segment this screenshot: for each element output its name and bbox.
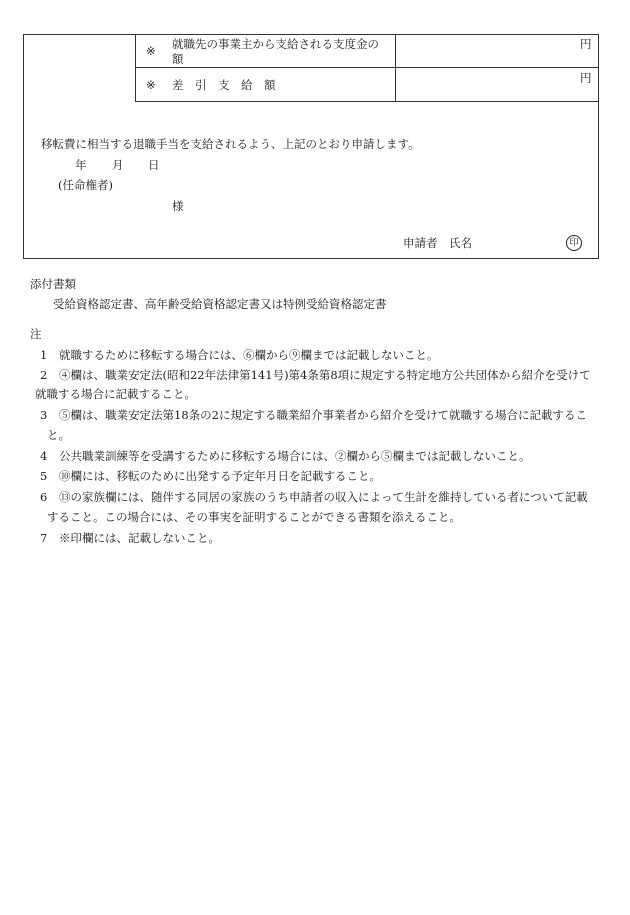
declaration-text: 移転費に相当する退職手当を支給されるよう、上記のとおり申請します。 xyxy=(41,137,420,151)
note-text: ⑬の家族欄には、随伴する同居の家族のうち申請者の収入によって生計を維持している者について記載 xyxy=(59,490,588,504)
attachments-heading: 添付書類 xyxy=(30,277,76,291)
note-text: ⑩欄には、移転のために出発する予定年月日を記載すること。 xyxy=(59,469,381,483)
table-divider-mid xyxy=(395,34,396,102)
note-text-continued: すること。この場合には、その事実を証明することができる書類を添えること。 xyxy=(47,510,461,524)
note-text: 公共職業訓練等を受講するために移転する場合には、②欄から⑤欄までは記載しないこと。 xyxy=(59,449,531,463)
note-text-continued: 就職する場合に記載すること。 xyxy=(35,387,196,401)
attachments-text: 受給資格認定書、高年齢受給資格認定書又は特例受給資格認定書 xyxy=(53,297,387,311)
note-text: 就職するために移転する場合には、⑥欄から⑨欄までは記載しないこと。 xyxy=(59,348,439,362)
authority-label: (任命権者) xyxy=(58,178,113,192)
note-text-continued: と。 xyxy=(47,428,70,442)
note-number: 7 xyxy=(40,531,48,545)
row1-label-line2: 額 xyxy=(172,52,184,66)
note-number: 6 xyxy=(40,490,48,504)
row1-amount-unit: 円 xyxy=(580,37,592,51)
applicant-name-field[interactable] xyxy=(478,233,562,251)
note-text: ⑤欄は、職業安定法第18条の2に規定する職業紹介事業者から紹介を受けて就職する場合に記載するこ xyxy=(59,408,587,422)
seal-icon: 印 xyxy=(566,235,582,251)
table-divider-left xyxy=(135,34,136,102)
notes-heading: 注 xyxy=(30,327,42,341)
note-number: 3 xyxy=(40,408,48,422)
date-year: 年 xyxy=(75,158,87,172)
date-month: 月 xyxy=(112,158,124,172)
note-number: 4 xyxy=(40,449,48,463)
row1-amount-field[interactable] xyxy=(397,36,597,66)
table-row-separator xyxy=(135,67,598,68)
row2-amount-unit: 円 xyxy=(580,71,592,85)
row1-mark: ※ xyxy=(146,44,156,58)
applicant-name-label: 申請者 氏名 xyxy=(403,236,472,250)
note-text: ④欄は、職業安定法(昭和22年法律第141号)第4条第8項に規定する特定地方公共団体から紹介を受けて xyxy=(59,368,591,382)
row2-amount-field[interactable] xyxy=(397,69,597,100)
date-day: 日 xyxy=(148,158,160,172)
row2-label: 差 引 支 給 額 xyxy=(172,78,276,92)
note-number: 2 xyxy=(40,368,48,382)
note-number: 5 xyxy=(40,469,48,483)
table-bottom-line xyxy=(135,101,598,102)
honorific: 様 xyxy=(172,199,184,213)
note-number: 1 xyxy=(40,348,48,362)
row1-label-line1: 就職先の事業主から支給される支度金の xyxy=(172,37,379,51)
note-text: ※印欄には、記載しないこと。 xyxy=(59,531,220,545)
row2-mark: ※ xyxy=(146,78,156,92)
